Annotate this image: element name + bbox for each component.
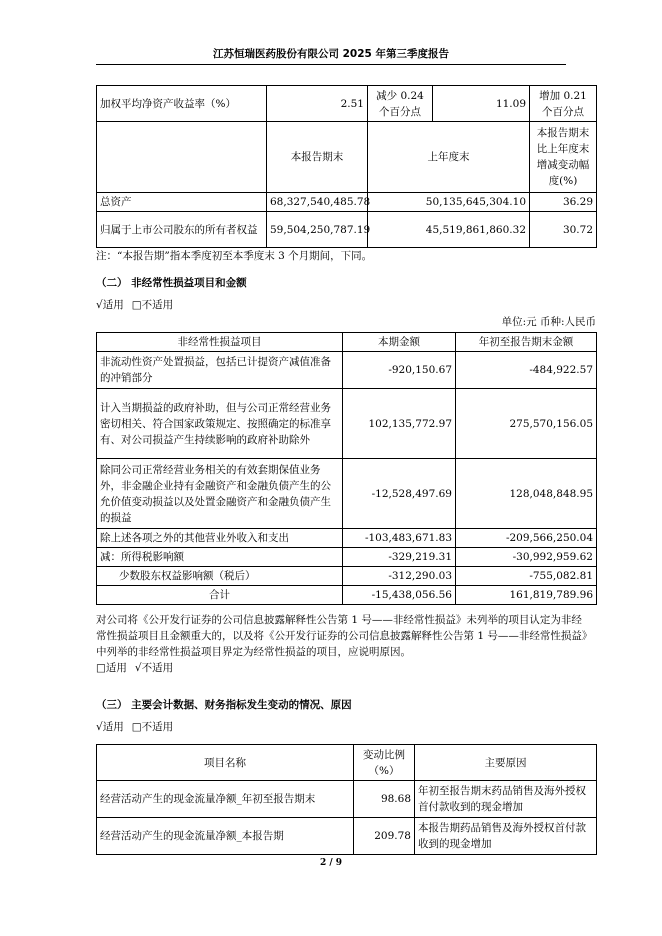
changes-table xyxy=(96,744,597,855)
row-reason: 本报告期药品销售及海外授权首付款收到的现金增加 xyxy=(415,818,597,855)
row-ytd: -209,566,250.04 xyxy=(456,529,597,548)
nonrecurring-explanation: 对公司将《公开发行证券的公司信息披露解释性公告第 1 号——非经常性损益》未列举的项目认定为非经常性损益项目且金额重大的，以及将《公开发行证券的公司信息披露解释性公告第 1 号——非经常性损益》中列举的非经常性损益项目界定为经常性损益的项目，应说明原因。 xyxy=(96,614,588,658)
row-item: 合计 xyxy=(97,586,343,605)
table-row xyxy=(97,781,597,818)
unit-label: 单位:元 币种:人民币 xyxy=(501,316,596,328)
row-ratio: 98.68 xyxy=(354,781,415,818)
applicable-checkbox: √适用 xyxy=(96,721,124,733)
page-header: 江苏恒瑞医药股份有限公司 2025 年第三季度报告 xyxy=(212,48,450,60)
row-ytd: -755,082.81 xyxy=(456,567,597,586)
row-current: -920,150.67 xyxy=(343,352,456,389)
header-ratio: 变动比例（%） xyxy=(354,745,415,781)
not-applicable-checkbox: √不适用 xyxy=(134,662,174,674)
row-item: 计入当期损益的政府补助，但与公司正常经营业务密切相关、符合国家政策规定、按照确定的标准享有、对公司损益产生持续影响的政府补助除外 xyxy=(97,389,343,459)
row-current: -12,528,497.69 xyxy=(343,459,456,529)
changes-applicability xyxy=(96,719,181,734)
roe-row xyxy=(97,86,597,122)
not-applicable-checkbox: □不适用 xyxy=(131,299,174,311)
page-number: 2 / 9 xyxy=(319,858,343,868)
roe-ytd: 11.09 xyxy=(433,86,530,122)
table-row xyxy=(97,389,597,459)
summary-header-row xyxy=(97,122,597,193)
nonrecurring-header-row xyxy=(97,333,597,352)
roe-current-change: 减少 0.24 个百分点 xyxy=(368,86,433,122)
summary-table xyxy=(96,85,597,248)
row-current: 68,327,540,485.78 xyxy=(267,193,368,212)
header-ytd: 年初至报告期末金额 xyxy=(456,333,597,352)
header-current: 本期金额 xyxy=(343,333,456,352)
row-ratio: 209.78 xyxy=(354,818,415,855)
table-row xyxy=(97,818,597,855)
applicable-checkbox: √适用 xyxy=(96,299,124,311)
nonrecurring-applicability xyxy=(96,297,181,312)
roe-label: 加权平均净资产收益率（%） xyxy=(97,86,267,122)
table-row xyxy=(97,567,597,586)
note-report-period: 注：“本报告期”指本季度初至本季度末 3 个月期间，下同。 xyxy=(96,250,373,262)
roe-ytd-change: 增加 0.21 个百分点 xyxy=(530,86,597,122)
row-current: -329,219.31 xyxy=(343,548,456,567)
applicable-checkbox: □适用 xyxy=(96,662,127,674)
row-item: 除同公司正常经营业务相关的有效套期保值业务外，非金融企业持有金融资产和金融负债产生的公允价值变动损益以及处置金融资产和金融负债产生的损益 xyxy=(97,459,343,529)
table-row xyxy=(97,548,597,567)
row-ytd: -30,992,959.62 xyxy=(456,548,597,567)
header-item: 非经常性损益项目 xyxy=(97,333,343,352)
changes-header-row xyxy=(97,745,597,781)
row-label: 归属于上市公司股东的所有者权益 xyxy=(97,212,267,248)
row-ytd: -484,922.57 xyxy=(456,352,597,389)
row-item: 少数股东权益影响额（税后） xyxy=(97,567,343,586)
row-ytd: 161,819,789.96 xyxy=(456,586,597,605)
row-prior: 45,519,861,860.32 xyxy=(368,212,530,248)
summary-header-blank xyxy=(97,122,267,193)
table-row-total xyxy=(97,586,597,605)
row-item: 经营活动产生的现金流量净额_本报告期 xyxy=(97,818,354,855)
explanation-applicability xyxy=(96,660,181,675)
table-row xyxy=(97,212,597,248)
summary-header-prior: 上年度末 xyxy=(368,122,530,193)
header-reason: 主要原因 xyxy=(415,745,597,781)
roe-current: 2.51 xyxy=(267,86,368,122)
row-current: -312,290.03 xyxy=(343,567,456,586)
row-item: 除上述各项之外的其他营业外收入和支出 xyxy=(97,529,343,548)
table-row xyxy=(97,352,597,389)
row-item: 经营活动产生的现金流量净额_年初至报告期末 xyxy=(97,781,354,818)
row-ytd: 275,570,156.05 xyxy=(456,389,597,459)
row-current: -15,438,056.56 xyxy=(343,586,456,605)
row-item: 非流动性资产处置损益，包括已计提资产减值准备的冲销部分 xyxy=(97,352,343,389)
table-row xyxy=(97,193,597,212)
row-ytd: 128,048,848.95 xyxy=(456,459,597,529)
row-change: 30.72 xyxy=(530,212,597,248)
row-current: 102,135,772.97 xyxy=(343,389,456,459)
summary-header-current: 本报告期末 xyxy=(267,122,368,193)
row-current: 59,504,250,787.19 xyxy=(267,212,368,248)
row-item: 减：所得税影响额 xyxy=(97,548,343,567)
not-applicable-checkbox: □不适用 xyxy=(131,721,174,733)
nonrecurring-table xyxy=(96,332,597,605)
row-change: 36.29 xyxy=(530,193,597,212)
section-title-changes: （三） 主要会计数据、财务指标发生变动的情况、原因 xyxy=(96,699,352,711)
summary-header-change: 本报告期末比上年度末增减变动幅度(%) xyxy=(530,122,597,193)
section-title-nonrecurring: （二） 非经常性损益项目和金额 xyxy=(96,277,247,289)
table-row xyxy=(97,529,597,548)
header-item: 项目名称 xyxy=(97,745,354,781)
row-label: 总资产 xyxy=(97,193,267,212)
row-prior: 50,135,645,304.10 xyxy=(368,193,530,212)
row-reason: 年初至报告期末药品销售及海外授权首付款收到的现金增加 xyxy=(415,781,597,818)
table-row xyxy=(97,459,597,529)
row-current: -103,483,671.83 xyxy=(343,529,456,548)
header-rule xyxy=(96,64,566,65)
